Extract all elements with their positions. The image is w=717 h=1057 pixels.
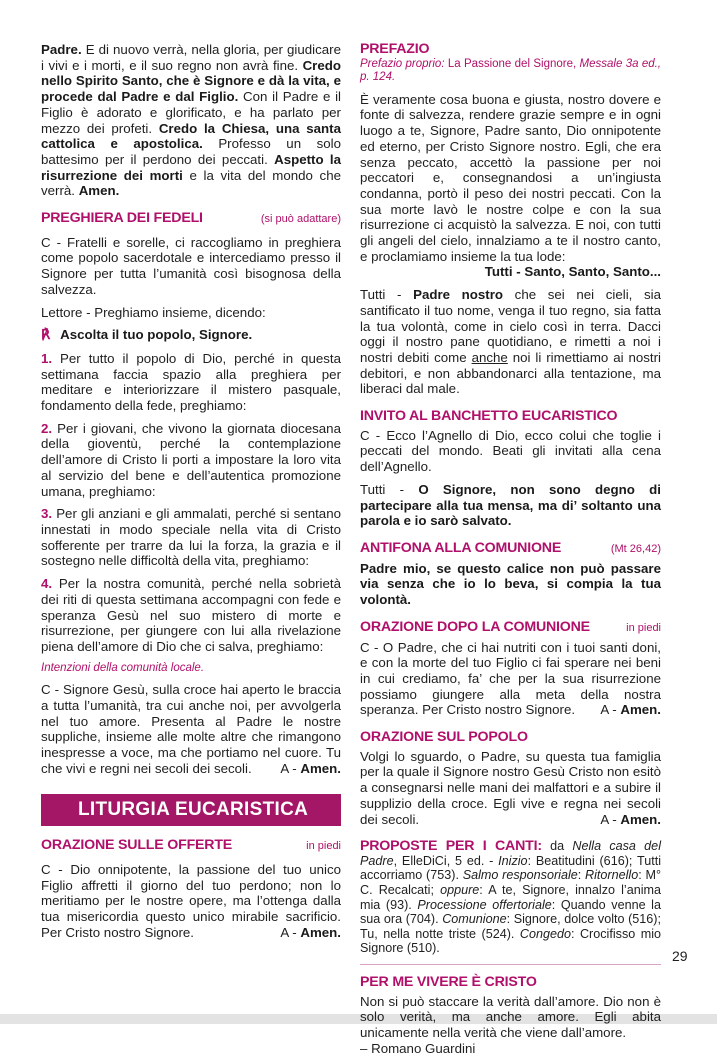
- popolo-text: Volgi lo sguardo, o Padre, su questa tua famiglia per la quale il Signore nostro Gesù Cristo non esitò a consegnarsi nelle mani dei malfattori e a subire il supplizio della croce. Egli vive e regna nei secoli dei secoli.: [360, 748, 661, 827]
- creed-fragment: e la vita del mondo che verrà.: [41, 167, 341, 199]
- intention-text: Per la nostra comunità, perché nella sobrietà dei riti di questa settimana accompagni con fede e speranza Gesù nel suo mistero di morte e risurrezione, per giungere con lui alla rivelazione piena dell’amore di Dio che ci salva, preghiamo:: [41, 576, 341, 654]
- creed-fragment: E di nuovo verrà, nella gloria, per giudicare i vivi e i morti, e il suo regno non avrà fine.: [41, 42, 341, 73]
- creed-paragraph: [41, 42, 341, 199]
- response-line: [41, 327, 341, 344]
- right-column: [360, 42, 661, 1057]
- section-title-preghiera-fedeli: PREGHIERA DEI FEDELI: [41, 210, 203, 227]
- creed-fragment: Con il Padre e il Figlio è adorato e glorificato, e ha parlato per mezzo dei profeti.: [41, 89, 341, 136]
- response-text: Ascolta il tuo popolo, Signore.: [60, 327, 253, 343]
- intention-text: Per i giovani, che vivono la giornata diocesana della gioventù, perché la contemplazione dell’amore di Cristo li porti a impostare la loro vita al servizio del bene e dell’autentica promozione umana, preghiamo:: [41, 420, 341, 499]
- songs-fragment: : Quando venne la sua ora (704).: [360, 897, 661, 927]
- amen-word: Amen.: [300, 760, 341, 776]
- intention-number: 3.: [41, 506, 57, 522]
- quote-text: Non si può staccare la verità dall’amore. Dio non è solo verità, ma anche amore. Egli abita unicamente nella verità che viene dall’amore.: [360, 993, 661, 1041]
- songs-fragment: : Crocifisso mio Signore (510).: [360, 926, 662, 956]
- intention-item: [41, 576, 341, 655]
- divider: [360, 964, 661, 965]
- intention-text: Per tutto il popolo di Dio, perché in questa settimana faccia spazio alla preghiera per meditare e interiorizzare il mistero pasquale, fondamento della fede, preghiamo:: [41, 350, 341, 414]
- closing-prayer: [41, 682, 341, 776]
- quote-author: – Romano Guardini: [360, 1040, 476, 1056]
- popolo-response: [600, 812, 661, 828]
- invito-resp-prefix: Tutti -: [360, 481, 419, 497]
- dopo-text: C - O Padre, che ci hai nutriti con i tuoi santi doni, e con la morte del tuo Figlio ci fai sperare nei beni in cui crediamo, fa’ che per la sua risurrezione possiamo giungere alla meta della nostra speranza. Per Cristo nostro Signore.: [360, 639, 661, 718]
- prefazio-source: [360, 58, 661, 85]
- prayers-header: [41, 211, 341, 228]
- offerte-prayer: [41, 862, 341, 941]
- assembly-prefix: A -: [280, 760, 301, 776]
- closing-response: [280, 761, 341, 777]
- section-title-orazione-offerte: ORAZIONE SULLE OFFERTE: [41, 837, 233, 854]
- padre-prefix: Tutti -: [360, 287, 414, 303]
- sanctus-line: Tutti - Santo, Santo, Santo...: [484, 264, 661, 280]
- standing-note-2: in piedi: [626, 621, 661, 634]
- intention-item: [41, 351, 341, 414]
- standing-note: in piedi: [306, 840, 341, 853]
- community-note: Intenzioni della comunità locale.: [41, 661, 205, 674]
- padre-bold: Padre nostro: [413, 287, 504, 303]
- antifona-text: [360, 561, 661, 608]
- intention-item: [41, 506, 341, 569]
- songs-fragment: Ritornello: [585, 868, 639, 883]
- amen-word: Amen.: [620, 811, 661, 827]
- prefazio-text-block: [360, 92, 661, 280]
- songs-fragment: : Signore, dolce volto (516); Tu, nella notte triste (524).: [360, 912, 661, 941]
- invito-resp-text: O Signore, non sono degno di partecipare alla tua mensa, ma di’ soltanto una parola e io sarò salvato.: [360, 481, 662, 529]
- prefazio-source-ref: Messale 3a ed., p. 124.: [360, 57, 662, 84]
- offerte-header: [41, 838, 341, 855]
- prayers-intro: C - Fratelli e sorelle, ci raccogliamo in preghiera come popolo sacerdotale e intercediamo presso il Signore per tutta l’umanità così bisognosa della salvezza.: [41, 234, 341, 297]
- antifona-header: [360, 541, 661, 558]
- prefazio-text: È veramente cosa buona e giusta, nostro dovere e fonte di salvezza, rendere grazie sempre e in ogni luogo a te, Signore, Padre santo, Dio onnipotente ed eterno, per Cristo Signore nostro. Egli, che era senza peccato, accettò la passione per noi peccatori e, consegnandosi a un’ingiusta condanna, portò il peso dei nostri peccati. Con la sua morte lavò le nostre colpe e con la sua risurrezione ci acquistò la salvezza. E noi, con tutti gli angeli del cielo, innalziamo a te il nostro canto, e proclamiamo insieme la tua lode:: [360, 91, 661, 264]
- invito-text: C - Ecco l’Agnello di Dio, ecco colui che toglie i peccati del mondo. Beati gli invitati alla cena dell’Agnello.: [360, 427, 661, 475]
- section-title-popolo: ORAZIONE SUL POPOLO: [360, 729, 528, 746]
- intentions-list: [41, 351, 341, 655]
- songs-fragment: da: [541, 839, 573, 854]
- songs-fragment: Inizio: [498, 853, 528, 868]
- padre-text-b: noi li rimettiamo ai nostri debitori, e non abbandonarci alla tentazione, ma liberaci dal male.: [360, 349, 661, 397]
- padre-nostro: [360, 287, 661, 397]
- padre-underlined: anche: [471, 349, 508, 365]
- adapt-note: (si può adattare): [260, 213, 341, 226]
- assembly-prefix: A -: [600, 702, 621, 718]
- songs-fragment: oppure: [440, 883, 480, 898]
- invito-response: [360, 482, 661, 529]
- section-banner: LITURGIA EUCARISTICA: [41, 794, 341, 826]
- section-title-prefazio: PREFAZIO: [360, 41, 430, 57]
- songs-fragment: , ElleDiCi, 5 ed. -: [393, 853, 499, 868]
- songs-fragment: Congedo: [519, 926, 571, 941]
- left-column: [41, 42, 341, 941]
- songs-fragment: Processione offertoriale: [417, 897, 552, 912]
- popolo-prayer: [360, 749, 661, 828]
- antifona-ref: (Mt 26,42): [610, 542, 661, 555]
- intention-item: [41, 421, 341, 500]
- section-title-vivere: PER ME VIVERE È CRISTO: [360, 973, 537, 990]
- intention-number: 1.: [41, 350, 61, 366]
- padre-text-a: che sei nei cieli, sia santificato il tuo nome, venga il tuo regno, sia fatta la tua volontà, come in cielo così in terra. Dacci oggi il nostro pane quotidiano, e rimetti a noi i nostri debiti come: [360, 287, 662, 365]
- songs-fragment: Comunione: [442, 912, 507, 927]
- section-title-canti: PROPOSTE PER I CANTI:: [360, 838, 542, 855]
- lettore-line: Lettore - Preghiamo insieme, dicendo:: [41, 304, 266, 320]
- antifona-bold: Padre mio, se questo calice non può passare via senza che io lo beva, si compia la tua volontà.: [360, 560, 661, 608]
- creed-fragment: Credo nello Spirito Santo, che è Signore e dà la vita, e procede dal Padre e dal Figlio.: [41, 57, 341, 105]
- amen-word: Amen.: [300, 924, 341, 940]
- intention-text: Per gli anziani e gli ammalati, perché si sentano innestati in modo speciale nella vita di Cristo sofferente per trarre da lui la forza, la grazia e il sostegno nelle difficoltà della vita, preghiamo:: [41, 506, 341, 569]
- section-title-invito: INVITO AL BANCHETTO EUCARISTICO: [360, 408, 618, 425]
- songs-fragment: :: [577, 868, 586, 883]
- offerte-response: [280, 925, 341, 941]
- section-title-dopo-comunione: ORAZIONE DOPO LA COMUNIONE: [360, 618, 590, 635]
- songs-fragment: : Beatitudini (616); Tutti accorriamo (753).: [360, 853, 661, 883]
- response-symbol: ℟: [41, 328, 51, 344]
- offerte-text: C - Dio onnipotente, la passione del tuo unico Figlio affretti il giorno del tuo perdono; non lo meritiamo per le nostre opere, ma l’ottenga dalla tua misericordia questo unico mirabile sacrificio. Per Cristo nostro Signore.: [41, 862, 341, 940]
- dopo-prayer: [360, 640, 661, 719]
- section-title-antifona: ANTIFONA ALLA COMUNIONE: [360, 539, 562, 556]
- creed-fragment: Professo un solo battesimo per il perdono dei peccati.: [41, 136, 341, 167]
- page-number: 29: [672, 948, 688, 964]
- amen-word: Amen.: [620, 702, 661, 718]
- intention-number: 2.: [41, 420, 58, 436]
- creed-fragment: Credo la Chiesa, una santa cattolica e apostolica.: [41, 120, 341, 152]
- creed-fragment: Aspetto la risurrezione dei morti: [41, 151, 342, 183]
- closing-prayer-text: C - Signore Gesù, sulla croce hai aperto le braccia a tutta l’umanità, tra cui anche noi, per avvolgerla nel tuo amore. Presenta al Padre le nostre suppliche, insieme alle molte altre che rimangono inespresse a voce, ma che portiamo nel cuore. Tu che vivi e regni nei secoli dei secoli.: [41, 682, 341, 776]
- prefazio-source-title: La Passione del Signore,: [447, 57, 577, 70]
- assembly-prefix: A -: [280, 924, 301, 940]
- songs-fragment: : M° C. Recalcati;: [360, 868, 662, 898]
- assembly-prefix: A -: [600, 811, 621, 827]
- songs-proposals: [360, 839, 661, 956]
- creed-fragment: Padre.: [41, 42, 82, 57]
- creed-fragment: Amen.: [78, 183, 120, 199]
- songs-fragment: : A te, Signore, innalzo l’anima mia (93).: [360, 883, 661, 912]
- dopo-header: [360, 620, 661, 637]
- prefazio-source-label: Prefazio proprio:: [360, 57, 445, 70]
- songs-fragment: Salmo responsoriale: [462, 868, 578, 883]
- songs-fragment: Nella casa del Padre: [360, 839, 661, 868]
- intention-number: 4.: [41, 576, 59, 592]
- dopo-response: [600, 702, 661, 718]
